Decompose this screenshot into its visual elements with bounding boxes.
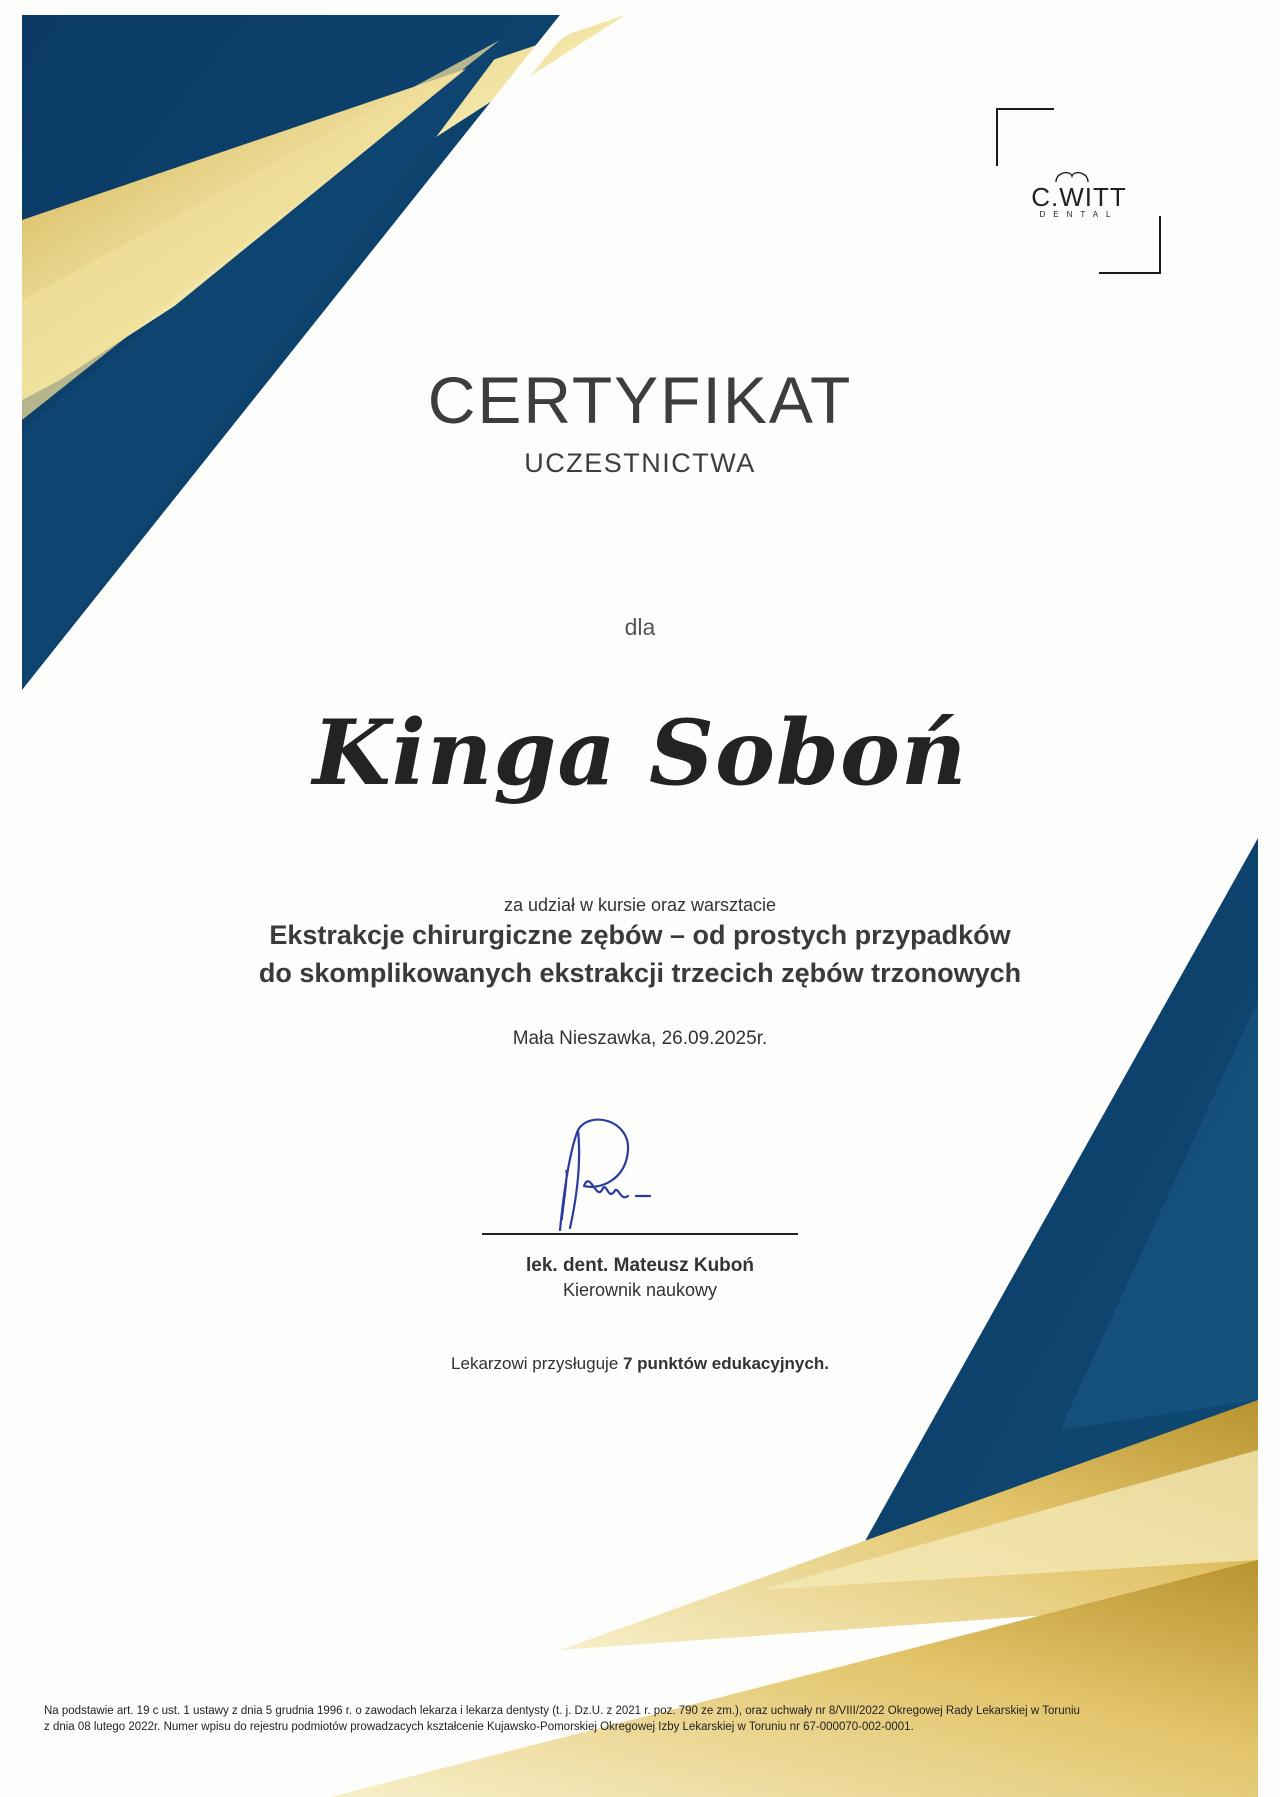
education-points-text: [0, 1354, 1280, 1374]
c-witt-dental-logo: [996, 108, 1161, 274]
handwritten-signature: [540, 1110, 700, 1240]
logo-sub-text: DENTAL: [1039, 210, 1119, 219]
legal-line-1: Na podstawie art. 19 c ust. 1 ustawy z dnia 5 grudnia 1996 r. o zawodach lekarza i lekarza dentysty (t. j. Dz.U. z 2021 r. poz. 790 ze zm.), oraz uchwały nr 8/VIII/2022 Okregowej Rady Lekarskiej w Toruniu: [44, 1705, 1080, 1717]
for-label: dla: [624, 614, 656, 640]
signature-line: [482, 1233, 798, 1235]
points-value: 7 punktów edukacyjnych.: [623, 1354, 829, 1373]
logo-frame-corner: [996, 108, 998, 166]
course-lead-text: za udział w kursie oraz warsztacie: [503, 895, 777, 915]
legal-line-2: z dnia 08 lutego 2022r. Numer wpisu do rejestru podmiotów prowadzacych kształcenie Kujawsko-Pomorskiej Okregowej Izby Lekarskiej w Toruniu nr 67-000070-002-0001.: [44, 1721, 914, 1733]
recipient-name: Kinga Soboń: [312, 700, 968, 806]
certificate-subtitle: UCZESTNICTWA: [524, 448, 756, 478]
points-prefix: Lekarzowi przysługuje: [451, 1354, 623, 1373]
signer-name: lek. dent. Mateusz Kuboń: [525, 1255, 755, 1276]
course-title-line1: Ekstrakcje chirurgiczne zębów – od prostych przypadków: [269, 920, 1011, 950]
place-and-date: Mała Nieszawka, 26.09.2025r.: [512, 1028, 768, 1049]
legal-footer: [44, 1703, 1244, 1735]
logo-frame-corner: [1099, 272, 1161, 274]
course-title-line2: do skomplikowanych ekstrakcji trzecich zębów trzonowych: [258, 958, 1022, 988]
logo-frame-corner: [1159, 216, 1161, 274]
signer-role: Kierownik naukowy: [562, 1280, 718, 1300]
logo-brand-text: C.WITT: [1031, 182, 1127, 212]
logo-frame-corner: [996, 108, 1054, 110]
certificate-title: CERTYFIKAT: [427, 363, 853, 437]
